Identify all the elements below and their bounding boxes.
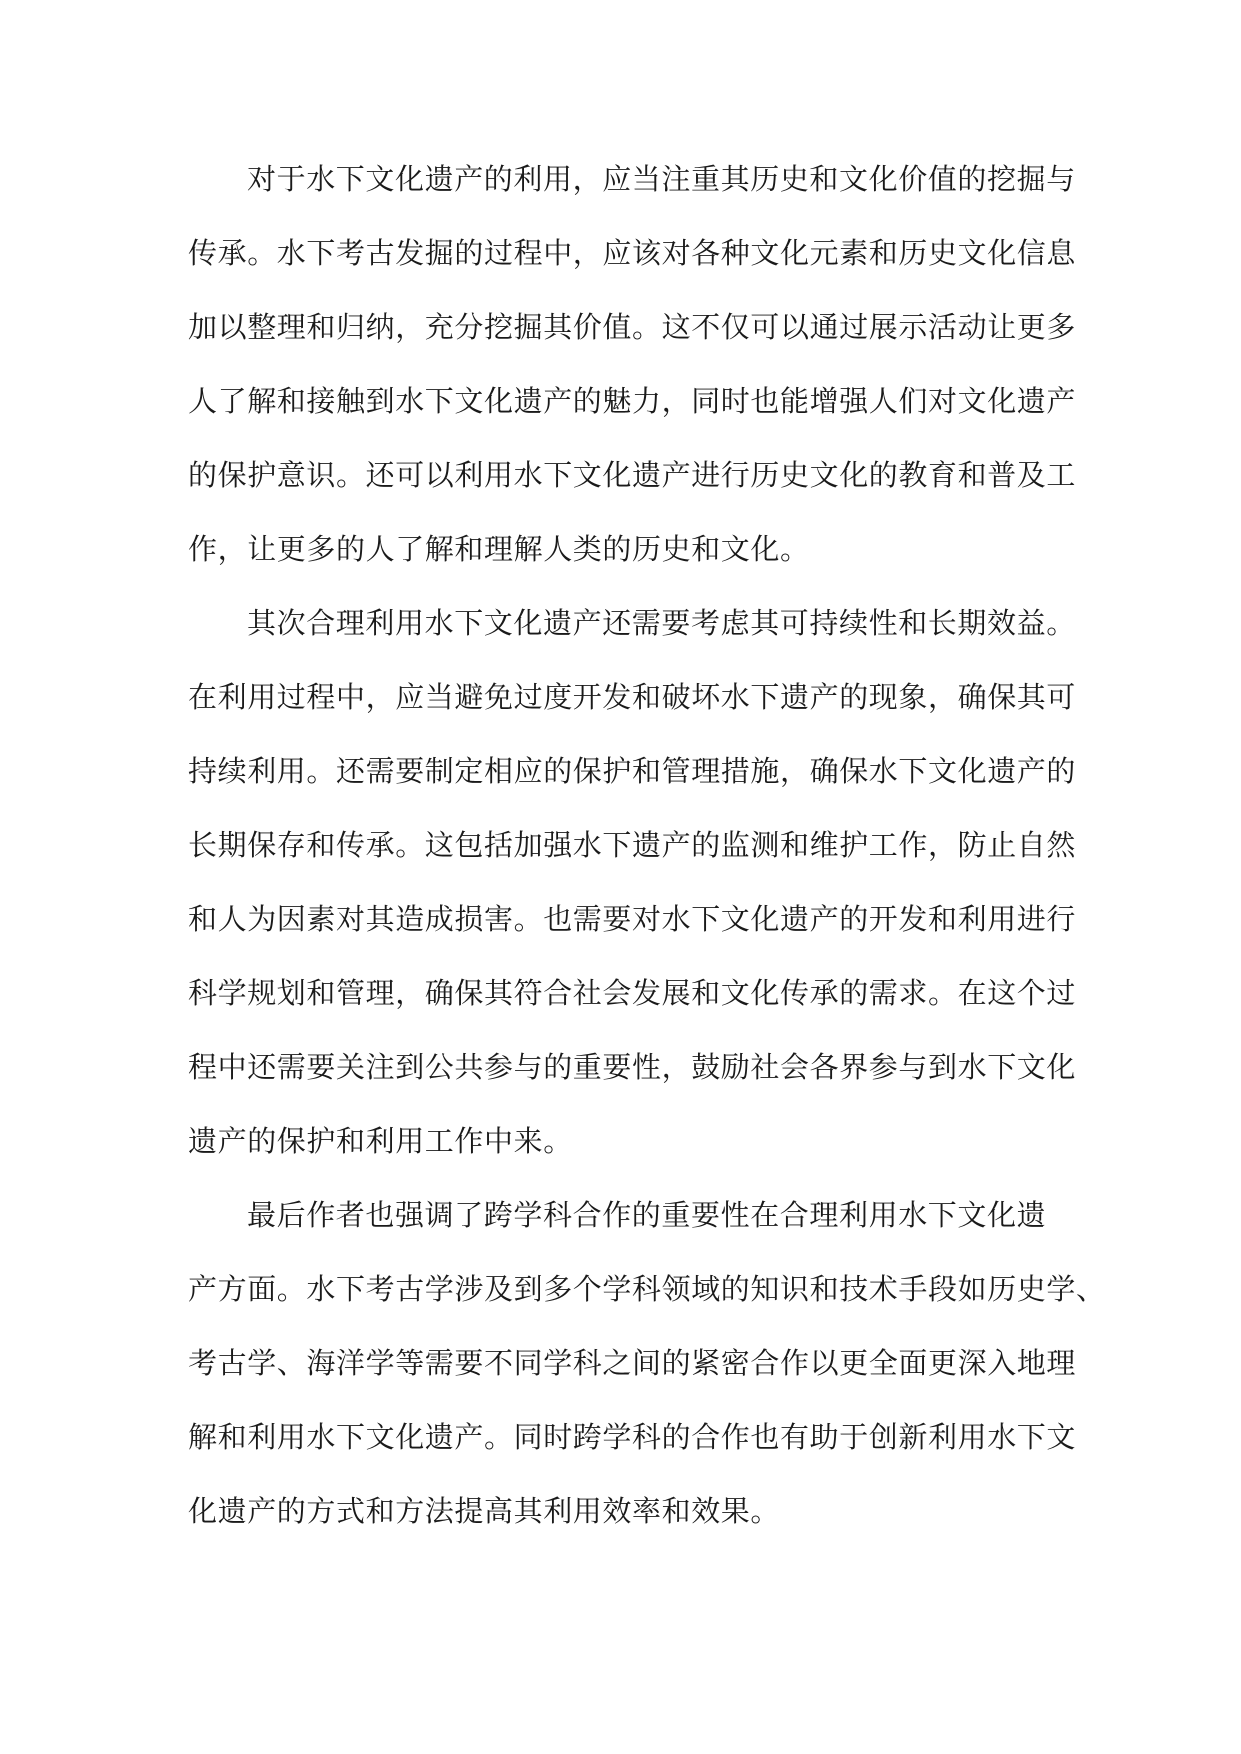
paragraph-2 [188, 586, 1077, 1178]
paragraph-line: 和人为因素对其造成损害。也需要对水下文化遗产的开发和利用进行 [188, 902, 1077, 936]
paragraph-line: 最后作者也强调了跨学科合作的重要性在合理利用水下文化遗 [247, 1198, 1047, 1232]
paragraph-1 [188, 142, 1077, 586]
paragraph-line: 传承。水下考古发掘的过程中，应该对各种文化元素和历史文化信息 [188, 236, 1077, 270]
paragraph-line: 加以整理和归纳，充分挖掘其价值。这不仅可以通过展示活动让更多 [188, 310, 1077, 344]
paragraph-line: 的保护意识。还可以利用水下文化遗产进行历史文化的教育和普及工 [188, 458, 1077, 492]
paragraph-line: 作，让更多的人了解和理解人类的历史和文化。 [188, 532, 810, 566]
paragraph-line: 化遗产的方式和方法提高其利用效率和效果。 [188, 1494, 781, 1528]
paragraph-line: 其次合理利用水下文化遗产还需要考虑其可持续性和长期效益。 [247, 606, 1076, 640]
paragraph-line: 遗产的保护和利用工作中来。 [188, 1124, 573, 1158]
paragraph-line: 程中还需要关注到公共参与的重要性，鼓励社会各界参与到水下文化 [188, 1050, 1077, 1084]
paragraph-line: 考古学、海洋学等需要不同学科之间的紧密合作以更全面更深入地理 [188, 1346, 1077, 1380]
paragraph-line: 人了解和接触到水下文化遗产的魅力，同时也能增强人们对文化遗产 [188, 384, 1077, 418]
paragraph-3 [188, 1178, 1106, 1548]
paragraph-line: 科学规划和管理，确保其符合社会发展和文化传承的需求。在这个过 [188, 976, 1077, 1010]
document-body [188, 142, 1106, 1548]
paragraph-line: 解和利用水下文化遗产。同时跨学科的合作也有助于创新利用水下文 [188, 1420, 1077, 1454]
paragraph-line: 持续利用。还需要制定相应的保护和管理措施，确保水下文化遗产的 [188, 754, 1077, 788]
paragraph-line: 产方面。水下考古学涉及到多个学科领域的知识和技术手段如历史学、 [188, 1272, 1106, 1306]
paragraph-line: 在利用过程中，应当避免过度开发和破坏水下遗产的现象，确保其可 [188, 680, 1077, 714]
paragraph-line: 长期保存和传承。这包括加强水下遗产的监测和维护工作，防止自然 [188, 828, 1077, 862]
paragraph-line: 对于水下文化遗产的利用，应当注重其历史和文化价值的挖掘与 [247, 162, 1076, 196]
